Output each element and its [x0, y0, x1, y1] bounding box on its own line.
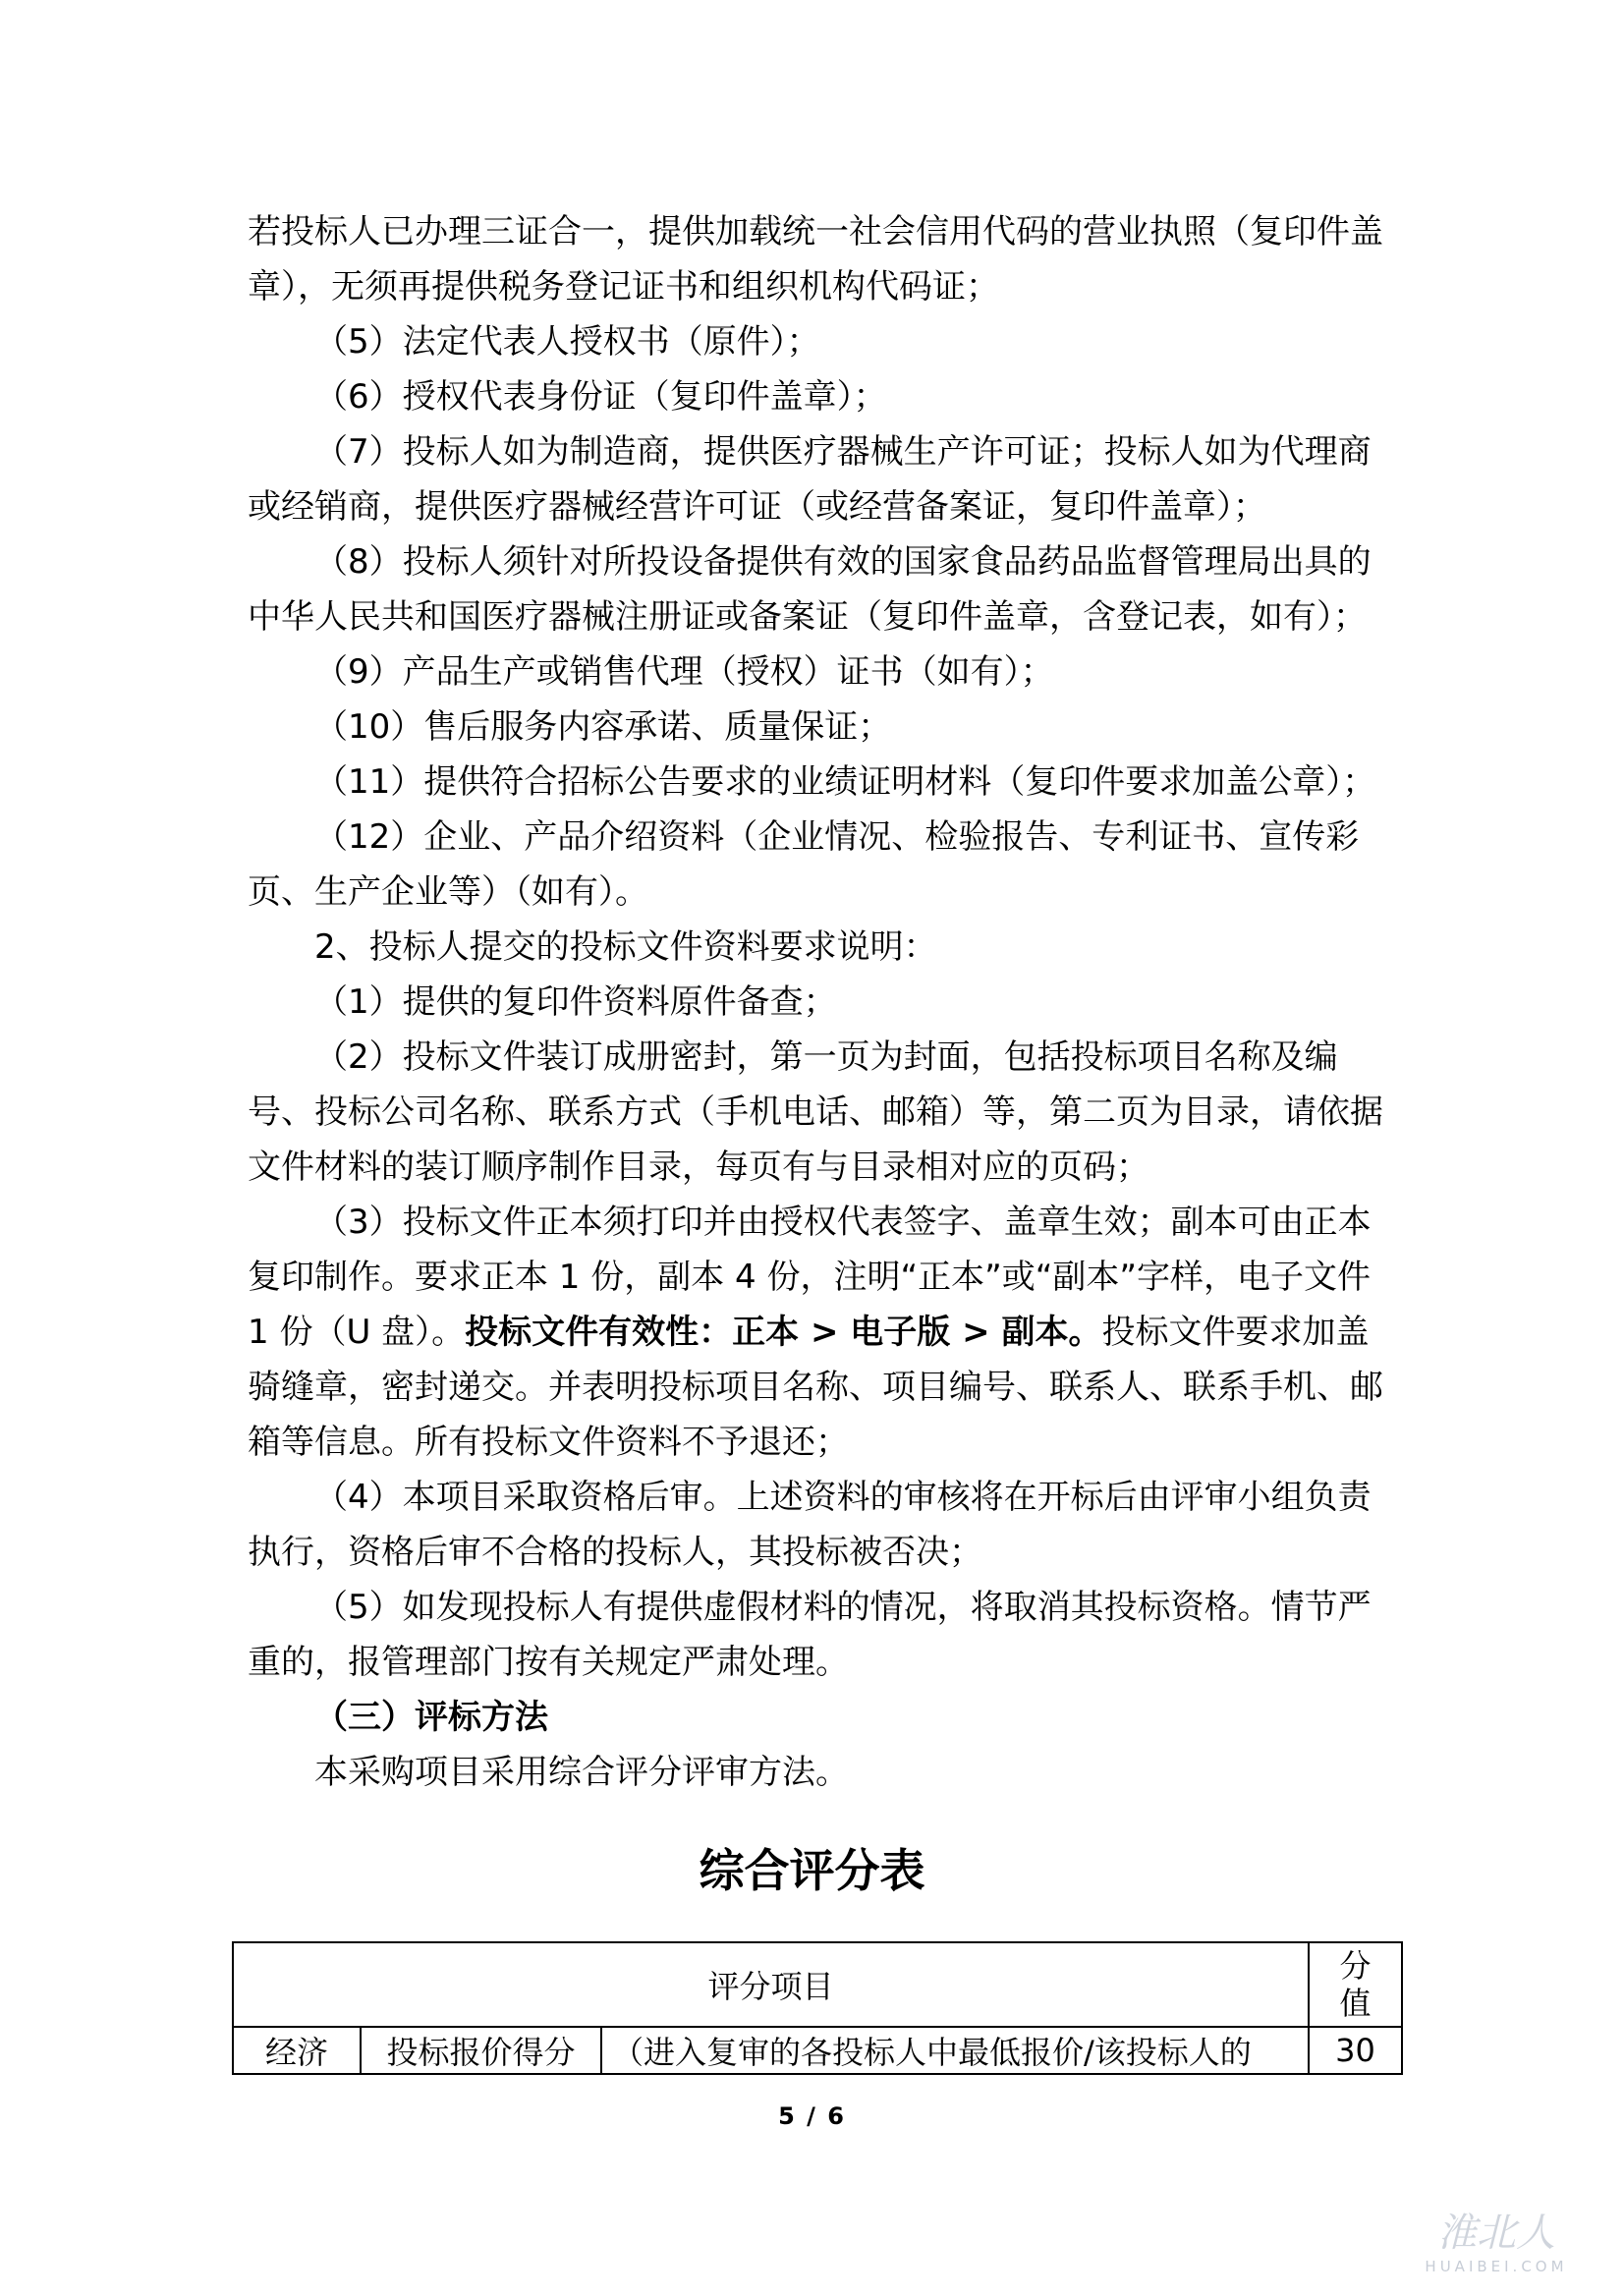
- watermark-domain: HUAIBEI.COM: [1425, 2258, 1568, 2275]
- watermark-logo: [1380, 2210, 1612, 2288]
- header-score: [1309, 1942, 1402, 2027]
- paragraph-business-license: 若投标人已办理三证合一，提供加载统一社会信用代码的营业执照（复印件盖章），无须再提供税务登记证书和组织机构代码证；: [248, 212, 1383, 307]
- table-row: [233, 2027, 1402, 2074]
- row-description: （进入复审的各投标人中最低报价/该投标人的: [601, 2027, 1309, 2074]
- requirement-5: （5）如发现投标人有提供虚假材料的情况，将取消其投标资格。情节严重的，报管理部门按有关规定严肃处理。: [248, 1588, 1372, 1682]
- requirement-2: （2）投标文件装订成册密封，第一页为封面，包括投标项目名称及编号、投标公司名称、联系方式（手机电话、邮箱）等，第二页为目录，请依据文件材料的装订顺序制作目录，每页有与目录相对应的页码；: [248, 1037, 1383, 1187]
- watermark-text: 淮北人: [1437, 2211, 1555, 2256]
- header-item: 评分项目: [233, 1942, 1309, 2027]
- page-number: 5 / 6: [778, 2102, 846, 2130]
- row-category: 经济: [233, 2027, 361, 2074]
- requirement-3-text-a: （3）投标文件正本须打印并由授权代表签字、盖章生效；副本可由正本复印制作。要求正本 1 份，副本 4 份，注明“正本”或“副本”字样，电子文件 1 份（U 盘）。: [248, 1203, 1372, 1352]
- paragraph-item-9: （9）产品生产或销售代理（授权）证书（如有）；: [314, 652, 1054, 692]
- table-title: 综合评分表: [699, 1844, 925, 1897]
- paragraph-item-5: （5）法定代表人授权书（原件）；: [314, 322, 820, 362]
- paragraph-item-8: （8）投标人须针对所投设备提供有效的国家食品药品监督管理局出具的中华人民共和国医疗器械注册证或备案证（复印件盖章，含登记表，如有）；: [248, 542, 1372, 637]
- paragraph-item-6: （6）授权代表身份证（复印件盖章）；: [314, 377, 887, 417]
- requirement-1: （1）提供的复印件资料原件备查；: [314, 982, 837, 1022]
- table-header-row: [233, 1942, 1402, 2027]
- paragraph-item-7: （7）投标人如为制造商，提供医疗器械生产许可证；投标人如为代理商或经销商，提供医疗器械经营许可证（或经营备案证，复印件盖章）；: [248, 432, 1372, 527]
- requirement-3: [248, 1195, 1397, 1470]
- paragraph-item-11: （11）提供符合招标公告要求的业绩证明材料（复印件要求加盖公章）；: [314, 762, 1376, 802]
- requirement-3-text-b: 投标文件要求加盖骑缝章，密封递交。并表明投标项目名称、项目编号、联系人、联系手机、邮箱等信息。所有投标文件资料不予退还；: [248, 1313, 1383, 1462]
- section-3-heading: （三）评标方法: [314, 1698, 548, 1737]
- header-score-line2: 值: [1339, 1985, 1372, 2022]
- section-2-heading: 2、投标人提交的投标文件资料要求说明：: [314, 927, 937, 967]
- score-table: [232, 1941, 1403, 2075]
- paragraph-item-12: （12）企业、产品介绍资料（企业情况、检验报告、专利证书、宣传彩页、生产企业等）（如有）。: [248, 817, 1360, 912]
- requirement-4: （4）本项目采取资格后审。上述资料的审核将在开标后由评审小组负责执行，资格后审不合格的投标人，其投标被否决；: [248, 1478, 1372, 1572]
- header-score-line1: 分: [1339, 1947, 1372, 1985]
- evaluation-method: 本采购项目采用综合评分评审方法。: [314, 1753, 849, 1792]
- paragraph-item-10: （10）售后服务内容承诺、质量保证；: [314, 707, 892, 747]
- requirement-3-validity-bold: 投标文件有效性：正本 > 电子版 > 副本。: [465, 1313, 1102, 1352]
- row-score: 30: [1309, 2027, 1402, 2074]
- row-subitem: 投标报价得分: [361, 2027, 601, 2074]
